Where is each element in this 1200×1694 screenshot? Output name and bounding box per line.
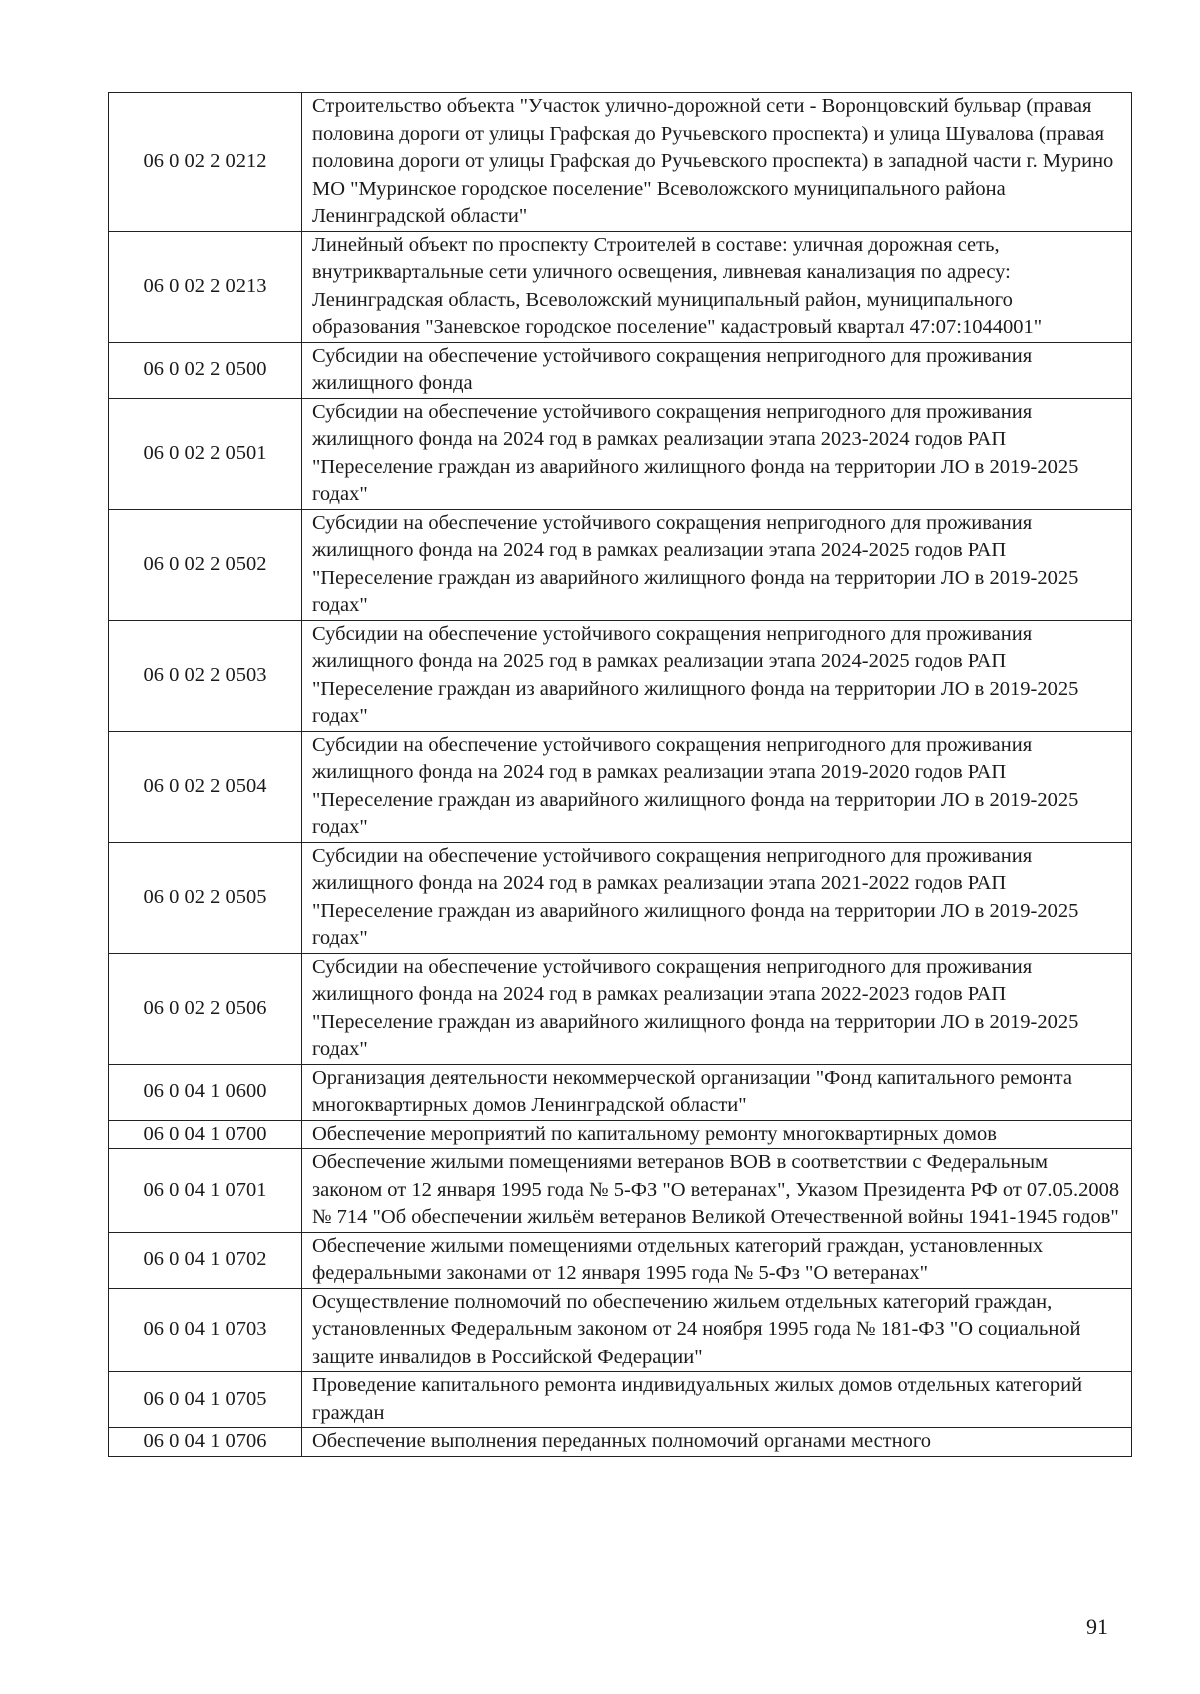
table-row	[109, 1372, 1132, 1428]
table-row	[109, 620, 1132, 731]
row-description: Субсидии на обеспечение устойчивого сокращения непригодного для проживания жилищного фонда	[302, 342, 1132, 398]
row-code: 06 0 02 2 0503	[109, 620, 302, 731]
table-row	[109, 1149, 1132, 1233]
table-row	[109, 231, 1132, 342]
row-code: 06 0 02 2 0213	[109, 231, 302, 342]
row-description: Проведение капитального ремонта индивидуальных жилых домов отдельных категорий граждан	[302, 1372, 1132, 1428]
table-row	[109, 1232, 1132, 1288]
row-code: 06 0 02 2 0506	[109, 953, 302, 1064]
table-row	[109, 1428, 1132, 1457]
row-description: Субсидии на обеспечение устойчивого сокращения непригодного для проживания жилищного фонда на 2024 год в рамках реализации этапа 2019-2020 годов РАП "Переселение граждан из аварийного жилищного фонда на территории ЛО в 2019-2025 годах"	[302, 731, 1132, 842]
row-description: Строительство объекта "Участок улично-дорожной сети - Воронцовский бульвар (правая половина дороги от улицы Графская до Ручьевского проспекта) и улица Шувалова (правая половина дороги от улицы Графская до Ручьевского проспекта) в западной части г. Мурино МО "Муринское городское поселение" Всеволожского муниципального района Ленинградской области"	[302, 93, 1132, 232]
page-number: 91	[1086, 1614, 1108, 1639]
table-row	[109, 953, 1132, 1064]
row-description: Субсидии на обеспечение устойчивого сокращения непригодного для проживания жилищного фонда на 2025 год в рамках реализации этапа 2024-2025 годов РАП "Переселение граждан из аварийного жилищного фонда на территории ЛО в 2019-2025 годах"	[302, 620, 1132, 731]
row-description: Субсидии на обеспечение устойчивого сокращения непригодного для проживания жилищного фонда на 2024 год в рамках реализации этапа 2021-2022 годов РАП "Переселение граждан из аварийного жилищного фонда на территории ЛО в 2019-2025 годах"	[302, 842, 1132, 953]
row-description: Организация деятельности некоммерческой организации "Фонд капитального ремонта многоквартирных домов Ленинградской области"	[302, 1064, 1132, 1120]
row-code: 06 0 04 1 0705	[109, 1372, 302, 1428]
row-description: Субсидии на обеспечение устойчивого сокращения непригодного для проживания жилищного фонда на 2024 год в рамках реализации этапа 2023-2024 годов РАП "Переселение граждан из аварийного жилищного фонда на территории ЛО в 2019-2025 годах"	[302, 398, 1132, 509]
table-row	[109, 842, 1132, 953]
row-description: Обеспечение выполнения переданных полномочий органами местного	[302, 1428, 1132, 1457]
row-code: 06 0 04 1 0701	[109, 1149, 302, 1233]
row-code: 06 0 02 2 0501	[109, 398, 302, 509]
table-row	[109, 731, 1132, 842]
table-row	[109, 398, 1132, 509]
row-code: 06 0 02 2 0212	[109, 93, 302, 232]
budget-classification-table	[108, 92, 1132, 1457]
table-row	[109, 509, 1132, 620]
row-code: 06 0 02 2 0500	[109, 342, 302, 398]
row-code: 06 0 04 1 0703	[109, 1288, 302, 1372]
row-description: Обеспечение мероприятий по капитальному ремонту многоквартирных домов	[302, 1120, 1132, 1149]
row-description: Субсидии на обеспечение устойчивого сокращения непригодного для проживания жилищного фонда на 2024 год в рамках реализации этапа 2024-2025 годов РАП "Переселение граждан из аварийного жилищного фонда на территории ЛО в 2019-2025 годах"	[302, 509, 1132, 620]
table-row	[109, 1120, 1132, 1149]
row-description: Осуществление полномочий по обеспечению жильем отдельных категорий граждан, установленных Федеральным законом от 24 ноября 1995 года № 181-ФЗ "О социальной защите инвалидов в Российской Федерации"	[302, 1288, 1132, 1372]
table-row	[109, 342, 1132, 398]
table-body	[109, 93, 1132, 1457]
row-code: 06 0 02 2 0505	[109, 842, 302, 953]
table-row	[109, 93, 1132, 232]
row-code: 06 0 02 2 0502	[109, 509, 302, 620]
row-description: Субсидии на обеспечение устойчивого сокращения непригодного для проживания жилищного фонда на 2024 год в рамках реализации этапа 2022-2023 годов РАП "Переселение граждан из аварийного жилищного фонда на территории ЛО в 2019-2025 годах"	[302, 953, 1132, 1064]
table-row	[109, 1064, 1132, 1120]
row-description: Обеспечение жилыми помещениями ветеранов ВОВ в соответствии с Федеральным законом от 12 января 1995 года № 5-ФЗ "О ветеранах", Указом Президента РФ от 07.05.2008 № 714 "Об обеспечении жильём ветеранов Великой Отечественной войны 1941-1945 годов"	[302, 1149, 1132, 1233]
row-code: 06 0 04 1 0600	[109, 1064, 302, 1120]
table-row	[109, 1288, 1132, 1372]
row-code: 06 0 02 2 0504	[109, 731, 302, 842]
row-description: Линейный объект по проспекту Строителей в составе: уличная дорожная сеть, внутриквартальные сети уличного освещения, ливневая канализация по адресу: Ленинградская область, Всеволожский муниципальный район, муниципального образования "Заневское городское поселение" кадастровый квартал 47:07:1044001"	[302, 231, 1132, 342]
row-code: 06 0 04 1 0706	[109, 1428, 302, 1457]
row-code: 06 0 04 1 0700	[109, 1120, 302, 1149]
row-description: Обеспечение жилыми помещениями отдельных категорий граждан, установленных федеральными законами от 12 января 1995 года № 5-Фз "О ветеранах"	[302, 1232, 1132, 1288]
row-code: 06 0 04 1 0702	[109, 1232, 302, 1288]
